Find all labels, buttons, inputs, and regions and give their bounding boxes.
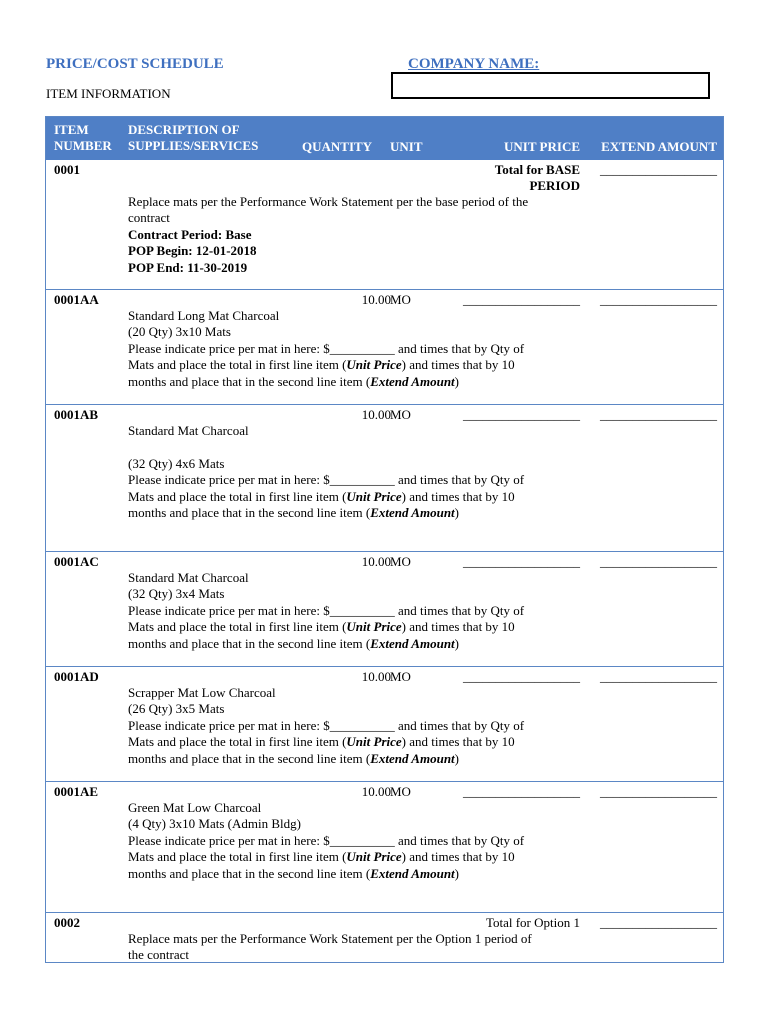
quantity-value: 10.00 [361,292,391,307]
extend-amount-field[interactable]: __________________ [600,915,717,930]
table-row [46,160,723,290]
table-row [46,913,723,962]
item-description: Replace mats per the Performance Work Statement per the Option 1 period of the contract [128,931,532,963]
col-unit-price: UNIT PRICE [504,139,580,154]
table-row [46,290,723,405]
unit-price-field[interactable]: __________________ [463,554,580,569]
unit-price-field[interactable]: __________________ [463,407,580,422]
unit-price-field[interactable]: __________________ [463,292,580,307]
extend-amount-field[interactable]: __________________ [600,292,717,307]
item-information-label: ITEM INFORMATION [46,86,171,101]
price-schedule-table [45,116,724,963]
unit-value: MO [390,784,411,799]
col-extend-amount: EXTEND AMOUNT [601,139,717,154]
unit-value: MO [390,292,411,307]
table-row [46,667,723,782]
table-row [46,405,723,552]
item-description: Scrapper Mat Low Charcoal (26 Qty) 3x5 Mats Please indicate price per mat in here: $__________ and times that by Qty of Mats and place the total in first line item (Unit Price) and times that by 10 months and place that in the second line item (Extend Amount) [128,685,525,766]
item-number: 0002 [54,915,80,930]
item-number: 0001AC [54,554,99,569]
document-title: PRICE/COST SCHEDULE [46,56,224,72]
item-description: Green Mat Low Charcoal (4 Qty) 3x10 Mats (Admin Bldg) Please indicate price per mat in here: $__________ and times that by Qty of Mats and place the total in first line item (Unit Price) and times that by 10 months and place that in the second line item (Extend Amount) [128,800,525,881]
quantity-value: 10.00 [361,669,391,684]
extend-amount-field[interactable]: __________________ [600,554,717,569]
col-unit: UNIT [390,139,423,154]
quantity-value: 10.00 [361,554,391,569]
company-name-label: COMPANY NAME: [408,56,540,72]
extend-amount-field[interactable]: __________________ [600,669,717,684]
unit-value: MO [390,407,411,422]
row-total-label: Total for BASE PERIOD [494,162,580,194]
unit-price-field[interactable]: __________________ [463,784,580,799]
unit-value: MO [390,554,411,569]
extend-amount-field[interactable]: __________________ [600,407,717,422]
item-description: Replace mats per the Performance Work Statement per the base period of the contract Contract Period: Base POP Begin: 12-01-2018 POP End: 11-30-2019 [128,194,529,275]
table-row [46,552,723,667]
row-total-label: Total for Option 1 [485,915,580,930]
quantity-value: 10.00 [361,407,391,422]
col-item-number: ITEM NUMBER [54,122,112,153]
quantity-value: 10.00 [361,784,391,799]
item-number: 0001AD [54,669,99,684]
unit-value: MO [390,669,411,684]
item-description: Standard Mat Charcoal (32 Qty) 3x4 Mats Please indicate price per mat in here: $__________ and times that by Qty of Mats and place the total in first line item (Unit Price) and times that by 10 months and place that in the second line item (Extend Amount) [128,570,525,651]
col-description: DESCRIPTION OF SUPPLIES/SERVICES [128,122,259,153]
col-quantity: QUANTITY [302,139,373,154]
item-description: Standard Long Mat Charcoal (20 Qty) 3x10 Mats Please indicate price per mat in here: $__________ and times that by Qty of Mats and place the total in first line item (Unit Price) and times that by 10 months and place that in the second line item (Extend Amount) [128,308,525,389]
extend-amount-field[interactable]: __________________ [600,162,717,177]
item-number: 0001AA [54,292,99,307]
table-row [46,782,723,913]
item-number: 0001AB [54,407,99,422]
table-header [46,117,723,160]
company-name-field[interactable] [391,72,710,99]
item-number: 0001 [54,162,80,177]
unit-price-field[interactable]: __________________ [463,669,580,684]
item-description: Standard Mat Charcoal (32 Qty) 4x6 Mats Please indicate price per mat in here: $__________ and times that by Qty of Mats and place the total in first line item (Unit Price) and times that by 10 months and place that in the second line item (Extend Amount) [128,423,525,521]
extend-amount-field[interactable]: __________________ [600,784,717,799]
item-number: 0001AE [54,784,99,799]
